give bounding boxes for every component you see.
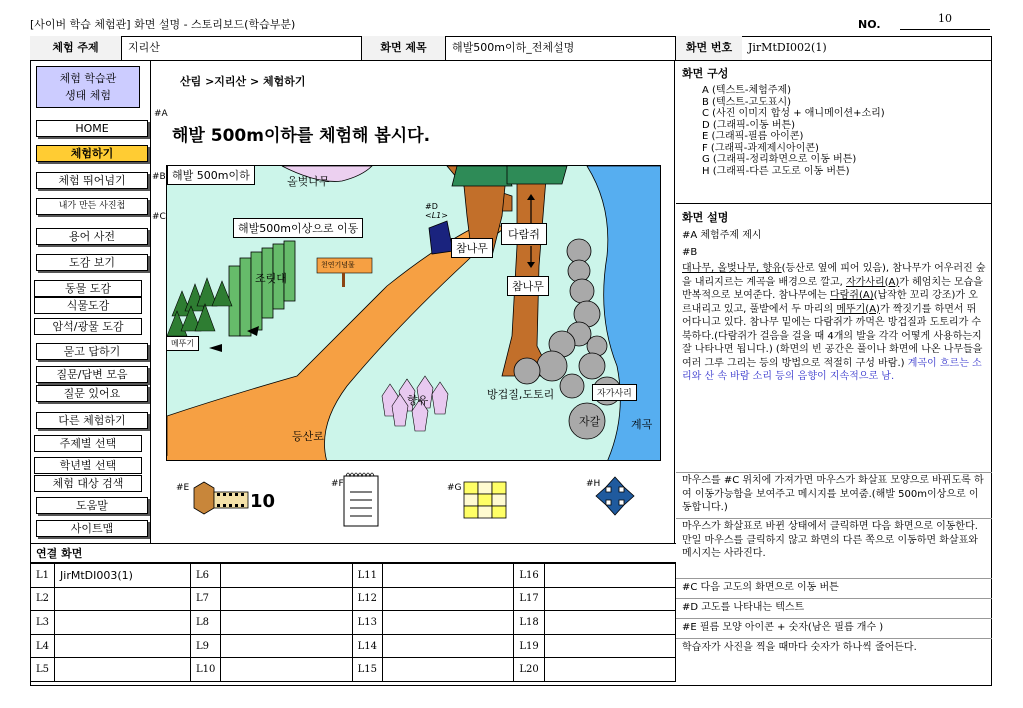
grid-cell (464, 482, 478, 494)
sidebar-item[interactable]: 용어 사전 (36, 228, 148, 245)
fragrant-label: 향유 (407, 394, 429, 407)
desc-text-3: (납작한 꼬리 강조)가 오르내리고 있고, 풀밭에서 두 마리의 (682, 290, 978, 315)
connection-key: L13 (352, 611, 382, 635)
screen-no-value: JirMtDI002(1) (748, 41, 827, 54)
trail-label: 등산로 (292, 430, 324, 443)
page-heading: 해발 500m이하를 체험해 봅시다. (172, 126, 431, 146)
bamboo-stalk (240, 258, 251, 336)
grid-cell (478, 506, 492, 518)
film-hole (241, 493, 244, 496)
film-hole (241, 504, 244, 507)
rock (514, 358, 540, 384)
task-icon[interactable] (342, 470, 380, 532)
grid-cell (478, 482, 492, 494)
desc-p6: #E 필름 모양 아이콘 + 숫자(남은 필름 개수 ) (682, 622, 884, 633)
sidebar-item[interactable]: 식물도감 (34, 297, 142, 314)
screen-no-label: 화면 번호 (676, 36, 742, 60)
connection-value[interactable]: JirMtDI003(1) (55, 564, 191, 588)
task-icon-svg (342, 470, 380, 528)
stream-label: 계곡 (631, 418, 653, 431)
connection-key: L7 (190, 587, 220, 611)
desc-a: #A 체험주제 제시 (682, 230, 762, 241)
altitude-label: 해발 500m이하 (167, 165, 255, 185)
table-row (31, 564, 676, 588)
right-pane-divider (676, 203, 992, 204)
table-row (31, 658, 676, 682)
table-row (31, 587, 676, 611)
connection-key: L1 (31, 564, 55, 588)
film-icon-svg (190, 480, 252, 520)
desc-b: #B (682, 246, 698, 258)
composition-item: G (그래픽-정리화면으로 이동 버튼) (702, 154, 857, 165)
sidebar-item[interactable]: 체험 뛰어넘기 (36, 172, 148, 189)
altitude-move-icon[interactable] (595, 476, 635, 520)
sidebar-divider (150, 60, 151, 543)
sidebar-item[interactable]: 질문/답변 모음 (36, 366, 148, 383)
connection-value[interactable] (544, 634, 675, 658)
film-hole (223, 493, 226, 496)
connection-value[interactable] (383, 611, 514, 635)
sidebar-item[interactable]: 학년별 선택 (34, 457, 142, 474)
connection-key: L18 (514, 611, 544, 635)
sidebar-item[interactable]: 묻고 답하기 (36, 343, 148, 360)
oak-label-1: 참나무 (451, 238, 493, 258)
sidebar-item[interactable]: 내가 만든 사진첩 (36, 198, 148, 215)
sidebar-item[interactable]: 체험 대상 검색 (34, 475, 142, 492)
connection-key: L12 (352, 587, 382, 611)
film-hole (229, 493, 232, 496)
grasshopper-label: 메뚜기 (166, 336, 199, 351)
summary-grid-icon[interactable] (463, 481, 507, 523)
right-pane (676, 61, 992, 177)
sign-post (342, 273, 345, 287)
connection-key: L3 (31, 611, 55, 635)
connection-value[interactable] (221, 564, 352, 588)
desc-underline-2: 자가사리(A) (845, 276, 900, 288)
desc-p4: #C 다음 고도의 화면으로 이동 버튼 (682, 582, 839, 593)
info-row (30, 36, 992, 61)
film-hole (223, 504, 226, 507)
film-icon[interactable] (190, 480, 252, 524)
screen-title-value: 해발500m이하_전체설명 (446, 36, 676, 60)
desc-rule (676, 518, 992, 519)
screen-title-label: 화면 제목 (362, 36, 446, 60)
tag-c: #C (152, 212, 166, 222)
film-count: 10 (250, 491, 276, 512)
oak-label-2: 참나무 (507, 276, 549, 296)
connection-key: L2 (31, 587, 55, 611)
rock (537, 351, 567, 381)
desc-sound-note: 계곡이 흐르는 소리와 산 속 바람 소리 등의 음향이 지속적으로 남. (682, 357, 982, 382)
grid-cell (492, 494, 506, 506)
oak-canopy-shape (452, 166, 512, 186)
connection-key: L20 (514, 658, 544, 682)
connection-key: L14 (352, 634, 382, 658)
film-hole (235, 504, 238, 507)
connection-key: L16 (514, 564, 544, 588)
cherry-tree-label: 올벚나무 (287, 175, 330, 188)
task-paper (344, 476, 378, 526)
rock (570, 279, 594, 303)
sidebar-item[interactable]: 도움말 (36, 497, 148, 514)
desc-rule (676, 472, 992, 473)
document-title: [사이버 학습 체험관] 화면 설명 - 스토리보드(학습부분) (30, 18, 296, 31)
arrow-cross-shape (596, 477, 634, 515)
sidebar-item[interactable]: 도감 보기 (36, 254, 148, 271)
description-pane (676, 205, 992, 387)
desc-text-1: (등산로 옆에 피어 있음), 참나무가 어우러진 숲을 내리지르는 계곡을 배경으로 깔고, (682, 263, 986, 288)
connection-key: L6 (190, 564, 220, 588)
connection-value[interactable] (383, 634, 514, 658)
sidebar-item[interactable]: 동물 도감 (34, 280, 142, 297)
composition-item: D (그래픽-이동 버튼) (702, 119, 796, 131)
film-hole (235, 493, 238, 496)
rock (560, 374, 584, 398)
desc-p2: 마우스를 #C 위치에 가져가면 마우스가 화살표 모양으로 바뀌도록 하여 이동가능함을 보여주고 메시지를 보여줌.(해발 500m이상으로 이동합니다.) (682, 475, 984, 513)
tag-a: #A (154, 109, 168, 119)
connection-value[interactable] (55, 634, 191, 658)
connection-value[interactable] (221, 587, 352, 611)
bamboo-stalk (229, 266, 240, 336)
connection-key: L8 (190, 611, 220, 635)
sidebar-item[interactable]: HOME (36, 120, 148, 137)
move-up-label[interactable]: 해발500m이상으로 이동 (233, 218, 363, 238)
composition-item: A (텍스트-체험주제) (702, 85, 792, 96)
rock (567, 239, 591, 263)
film-hole (217, 504, 220, 507)
sidebar-item[interactable]: 주제별 선택 (34, 435, 142, 452)
sign-label: 천연기념물 (321, 261, 355, 269)
rock (579, 353, 605, 379)
desc-rule (676, 618, 992, 619)
composition-title: 화면 구성 (682, 67, 729, 80)
grid-cell (492, 482, 506, 494)
move-arrow-shape (429, 221, 453, 254)
composition-item: B (텍스트-고도표시) (702, 96, 792, 108)
sidebar-header-line1: 체험 학습관 (59, 72, 117, 85)
grid-cell (464, 506, 478, 518)
sidebar-item[interactable]: 다른 체험하기 (36, 412, 148, 429)
squirrel-label: 다람쥐 (501, 223, 547, 245)
composition-item: H (그래픽-다른 고도로 이동 버튼) (702, 165, 850, 177)
four-way-arrow-icon (595, 476, 635, 516)
connection-key: L11 (352, 564, 382, 588)
connection-value[interactable] (55, 611, 191, 635)
connection-key: L4 (31, 634, 55, 658)
connection-value[interactable] (383, 658, 514, 682)
tag-b: #B (152, 172, 166, 182)
summary-grid-svg (463, 481, 507, 519)
connection-value[interactable] (383, 564, 514, 588)
connection-value[interactable] (383, 587, 514, 611)
sidebar-header (36, 66, 140, 108)
table-row (31, 611, 676, 635)
tag-h: #H (586, 479, 601, 489)
pine-trees (167, 278, 232, 336)
bamboo-stalk (251, 252, 262, 330)
desc-rule (676, 578, 992, 579)
grid-cell (492, 506, 506, 518)
composition-item: C (사진 이미지 합성 + 애니메이션+소리) (702, 108, 885, 119)
description-title: 화면 설명 (682, 211, 729, 224)
desc-underline-4: 메뚜기(A) (836, 303, 880, 315)
sidebar-item[interactable]: 암석/광물 도감 (34, 318, 142, 335)
sidebar-item[interactable]: 질문 있어요 (36, 385, 148, 402)
connection-key: L10 (190, 658, 220, 682)
desc-text-4: 가 짝짓기를 하면서 뛰어다니고 있다. 참나무 밑에는 다람쥐가 까먹은 방겁질과 도토리가 수북하다.(다람쥐가 걸음을 걸을 때 4개의 발을 각각 어떻게 사용하는지 잘 나타나면 됩니다.) (화면의 빈 공간은 풀이나 화면에 나온 나무들을 여러 그루 그리는 등의 방법으로 적절히 구성 바람.) (682, 303, 983, 369)
connections-title: 연결 화면 (30, 543, 676, 563)
desc-p7: 학습자가 사진을 찍을 때마다 숫자가 하나씩 줄어든다. (682, 642, 917, 653)
desc-text-2: 가 헤엄치는 모습을 반복적으로 보여준다. 참나무에는 (682, 276, 983, 301)
connection-key: L19 (514, 634, 544, 658)
grid-cell (478, 494, 492, 506)
connection-key: L15 (352, 658, 382, 682)
connection-value[interactable] (544, 611, 675, 635)
table-row (31, 634, 676, 658)
scene-image[interactable] (166, 165, 661, 461)
page-number-label: NO. (858, 18, 881, 31)
connection-value[interactable] (55, 587, 191, 611)
sidebar-header-line2: 생태 체험 (64, 89, 111, 102)
page-number-value: 10 (900, 8, 990, 30)
connection-key: L5 (31, 658, 55, 682)
sidebar-item[interactable]: 체험하기 (36, 145, 148, 162)
film-hole (217, 493, 220, 496)
tag-d-sub: <L1> (425, 211, 448, 220)
gravel-fish-label: 자가사리 (592, 384, 637, 401)
flower (432, 382, 448, 414)
tag-d: #D (425, 202, 438, 211)
subject-value: 지리산 (122, 36, 362, 60)
connections-section (30, 543, 676, 682)
bamboo-label: 조릿대 (255, 272, 287, 285)
composition-list (676, 85, 992, 177)
desc-p3: 마우스가 화살표로 바뀐 상태에서 클릭하면 다음 화면으로 이동한다. 만일 마우스를 클릭하지 않고 화면의 다른 쪽으로 이동하면 화살표와 메시지는 사라진다. (682, 521, 978, 559)
sidebar-item[interactable]: 사이트맵 (36, 520, 148, 537)
acorn-label: 방겁질,도토리 (487, 388, 555, 401)
grasshopper-arrow-left (209, 344, 222, 352)
tag-g: #G (447, 483, 462, 493)
connection-value[interactable] (221, 658, 352, 682)
desc-p5: #D 고도를 나타내는 텍스트 (682, 602, 805, 613)
connection-value[interactable] (221, 611, 352, 635)
composition-item: F (그래픽-과제제시아이콘) (702, 142, 819, 154)
grid-cells (464, 482, 506, 518)
connection-value[interactable] (221, 634, 352, 658)
desc-underline-1: 대나무, 올벚나무, 향유 (682, 263, 782, 274)
connection-value[interactable] (544, 658, 675, 682)
composition-item: E (그래픽-필름 아이콘) (702, 131, 804, 142)
tag-e: #E (176, 483, 190, 493)
desc-paragraph-1 (682, 262, 986, 384)
gravel-label: 자갈 (579, 415, 601, 428)
connection-key: L9 (190, 634, 220, 658)
breadcrumb: 산림 >지리산 > 체험하기 (180, 75, 306, 88)
rock (568, 260, 590, 282)
desc-rule (676, 638, 992, 639)
film-hole (229, 504, 232, 507)
connection-value[interactable] (544, 564, 675, 588)
desc-underline-3: 다람쥐(A) (829, 290, 874, 301)
grid-cell (464, 494, 478, 506)
oak-2-canopy-shape (507, 166, 567, 184)
tag-f: #F (331, 479, 344, 489)
connection-key: L17 (514, 587, 544, 611)
connections-table (30, 563, 676, 682)
film-canister (194, 482, 214, 514)
desc-rule (676, 598, 992, 599)
subject-label: 체험 주제 (30, 36, 122, 60)
connection-value[interactable] (544, 587, 675, 611)
bamboo-grove (229, 241, 295, 336)
connection-value[interactable] (55, 658, 191, 682)
